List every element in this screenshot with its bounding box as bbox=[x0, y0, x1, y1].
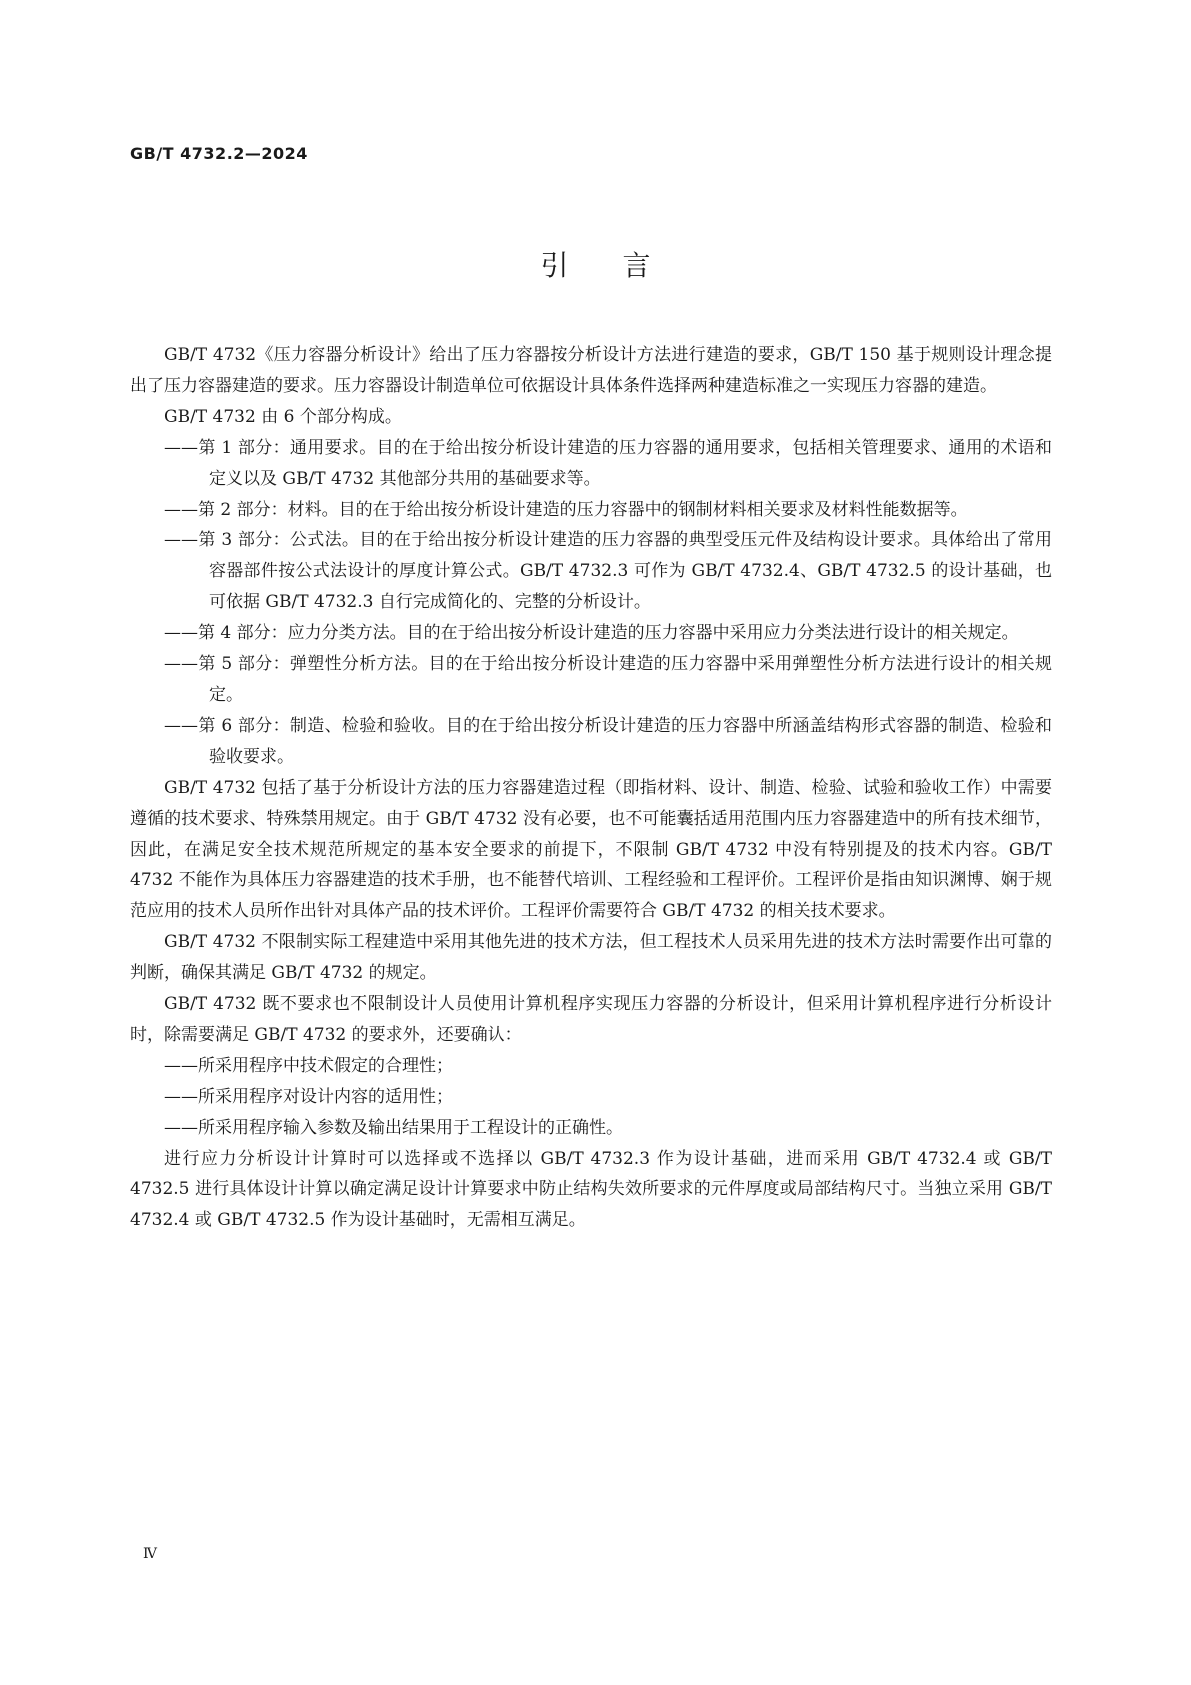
paragraph-parts-count: GB/T 4732 由 6 个部分构成。 bbox=[164, 406, 402, 427]
list-item-part-3: ——第 3 部分：公式法。目的在于给出按分析设计建造的压力容器的典型受压元件及结构设计要求。具体给出了常用容器部件按公式法设计的厚度计算公式。GB/T 4732.3 可作为 GB/T 4732.4、GB/T 4732.5 的设计基础，也可依据 GB/T 4732.3 自行完成简化的、完整的分析设计。 bbox=[164, 530, 1052, 613]
list-item-program-assumptions: ——所采用程序中技术假定的合理性； bbox=[164, 1055, 453, 1076]
paragraph-stress-analysis: 进行应力分析设计计算时可以选择或不选择以 GB/T 4732.3 作为设计基础，进而采用 GB/T 4732.4 或 GB/T 4732.5 进行具体设计计算以确定满足设计计算要求中防止结构失效所要求的元件厚度或局部结构尺寸。当独立采用 GB/T 4732.4 或 GB/T 4732.5 作为设计基础时，无需相互满足。 bbox=[130, 1148, 1052, 1231]
page-number: Ⅳ bbox=[143, 1546, 157, 1562]
paragraph-advanced-methods: GB/T 4732 不限制实际工程建造中采用其他先进的技术方法，但工程技术人员采用先进的技术方法时需要作出可靠的判断，确保其满足 GB/T 4732 的规定。 bbox=[130, 932, 1052, 984]
introduction-body bbox=[130, 340, 1052, 1236]
list-item-program-applicability: ——所采用程序对设计内容的适用性； bbox=[164, 1086, 453, 1107]
list-item-part-6: ——第 6 部分：制造、检验和验收。目的在于给出按分析设计建造的压力容器中所涵盖结构形式容器的制造、检验和验收要求。 bbox=[164, 715, 1052, 767]
paragraph-scope: GB/T 4732 包括了基于分析设计方法的压力容器建造过程（即指材料、设计、制造、检验、试验和验收工作）中需要遵循的技术要求、特殊禁用规定。由于 GB/T 4732 没有必要，也不可能囊括适用范围内压力容器建造中的所有技术细节，因此，在满足安全技术规范所规定的基本安全要求的前提下，不限制 GB/T 4732 中没有特别提及的技术内容。GB/T 4732 不能作为具体压力容器建造的技术手册，也不能替代培训、工程经验和工程评价。工程评价是指由知识渊博、娴于规范应用的技术人员所作出针对具体产品的技术评价。工程评价需要符合 GB/T 4732 的相关技术要求。 bbox=[130, 777, 1052, 922]
list-item-part-1: ——第 1 部分：通用要求。目的在于给出按分析设计建造的压力容器的通用要求，包括相关管理要求、通用的术语和定义以及 GB/T 4732 其他部分共用的基础要求等。 bbox=[164, 437, 1052, 489]
paragraph-computer-programs: GB/T 4732 既不要求也不限制设计人员使用计算机程序实现压力容器的分析设计，但采用计算机程序进行分析设计时，除需要满足 GB/T 4732 的要求外，还要确认： bbox=[130, 994, 1052, 1045]
list-item-program-correctness: ——所采用程序输入参数及输出结果用于工程设计的正确性。 bbox=[164, 1117, 623, 1138]
standard-code: GB/T 4732.2—2024 bbox=[130, 144, 308, 163]
page-title: 引言 bbox=[540, 249, 705, 282]
list-item-part-2: ——第 2 部分：材料。目的在于给出按分析设计建造的压力容器中的钢制材料相关要求及材料性能数据等。 bbox=[164, 499, 968, 520]
list-item-part-4: ——第 4 部分：应力分类方法。目的在于给出按分析设计建造的压力容器中采用应力分类法进行设计的相关规定。 bbox=[164, 623, 1019, 644]
list-item-part-5: ——第 5 部分：弹塑性分析方法。目的在于给出按分析设计建造的压力容器中采用弹塑性分析方法进行设计的相关规定。 bbox=[164, 654, 1052, 705]
paragraph-intro: GB/T 4732《压力容器分析设计》给出了压力容器按分析设计方法进行建造的要求，GB/T 150 基于规则设计理念提出了压力容器建造的要求。压力容器设计制造单位可依据设计具体条件选择两种建造标准之一实现压力容器的建造。 bbox=[130, 345, 1052, 396]
